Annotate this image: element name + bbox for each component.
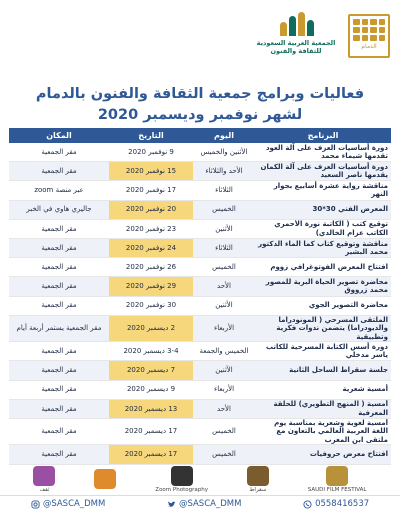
table-row (9, 399, 391, 418)
table-row (9, 219, 391, 238)
society-name-line1: الجمعية العربية السعودية (256, 39, 336, 47)
program-cell: المعرض الفني 30*30 (255, 200, 391, 219)
table-row (9, 162, 391, 181)
program-cell: مناقشة رواية عشرة أسابيع بجوار النهر (255, 181, 391, 200)
program-cell: توقيع كتب ( الكاتبة نورة الأحمري الكاتب عزام الخالدي) (255, 219, 391, 238)
table-row (9, 445, 391, 464)
table-row (9, 315, 391, 342)
date-cell: 3-4 ديسمبر 2020 (109, 342, 193, 361)
header (0, 0, 400, 82)
sponsor-label: Zoom Photography (155, 486, 208, 493)
date-cell: 9 نوفمبر 2020 (109, 143, 193, 162)
sponsor-logo (33, 466, 55, 493)
date-cell: 29 نوفمبر 2020 (109, 277, 193, 296)
program-cell: محاضرة تصوير الحياة البرية للمصور محمد زرووق (255, 277, 391, 296)
dammam-branch-logo (348, 14, 390, 58)
date-cell: 24 نوفمبر 2020 (109, 238, 193, 257)
header-place: المكان (9, 128, 109, 143)
day-cell: الأثنين (193, 296, 255, 315)
sponsor-logo-icon (326, 466, 348, 486)
table-row (9, 296, 391, 315)
day-cell: الثلاثاء (193, 238, 255, 257)
logo-city-text: الدمام (361, 43, 377, 50)
day-cell: الخميس (193, 445, 255, 464)
instagram-icon (31, 500, 40, 509)
table-row (9, 277, 391, 296)
place-cell: مقر الجمعية (9, 238, 109, 257)
date-cell: 30 نوفمبر 2020 (109, 296, 193, 315)
place-cell: جاليري هاوي في الخبر (9, 200, 109, 219)
header-date: التاريخ (109, 128, 193, 143)
footer (0, 495, 400, 512)
place-cell: مقر الجمعية (9, 380, 109, 399)
sponsor-logos (0, 464, 400, 494)
table-row (9, 418, 391, 445)
twitter-icon (167, 500, 176, 509)
day-cell: الخميس (193, 258, 255, 277)
date-cell: 17 نوفمبر 2020 (109, 181, 193, 200)
date-cell: 15 نوفمبر 2020 (109, 162, 193, 181)
day-cell: الأحد (193, 399, 255, 418)
place-cell: مقر الجمعية (9, 219, 109, 238)
table-row (9, 143, 391, 162)
logo-pattern-icon (353, 19, 385, 41)
place-cell: مقر الجمعية (9, 143, 109, 162)
place-cell: مقر الجمعية (9, 445, 109, 464)
table-row (9, 181, 391, 200)
place-cell: مقر الجمعية (9, 162, 109, 181)
table-row (9, 238, 391, 257)
date-cell: 9 ديسمبر 2020 (109, 380, 193, 399)
place-cell: مقر الجمعية (9, 342, 109, 361)
whatsapp-icon (303, 500, 312, 509)
program-cell: جلسة سقراط الساحل الثانية (255, 361, 391, 380)
day-cell: الأحد (193, 277, 255, 296)
page-title (0, 84, 400, 126)
phone-number-text: 0558416537 (315, 499, 370, 509)
sponsor-logo (155, 466, 208, 493)
instagram-handle-text: @SASCA_DMM (42, 499, 106, 509)
program-cell: أمسية لغوية وشعرية بمناسبة يوم اللغة العربية العالمي بالتعاون مع ملتقى ابن المغرب (255, 418, 391, 445)
date-cell: 7 ديسمبر 2020 (109, 361, 193, 380)
sponsor-logo-icon (171, 466, 193, 486)
day-cell: الأربعاء (193, 315, 255, 342)
sponsor-logo-icon (247, 466, 269, 486)
program-cell: الملتقى المسرحي ( المونودراما والديودراما) يتضمن ندوات فكرية وتطبيقية (255, 315, 391, 342)
society-name (257, 39, 336, 55)
date-cell: 23 نوفمبر 2020 (109, 219, 193, 238)
date-cell: 2 ديسمبر 2020 (109, 315, 193, 342)
program-cell: أمسية شعرية (255, 380, 391, 399)
table-row (9, 380, 391, 399)
title-line1: فعاليات وبرامج جمعية الثقافة والفنون بالدمام (35, 86, 365, 102)
date-cell: 13 ديسمبر 2020 (109, 399, 193, 418)
table-row (9, 361, 391, 380)
sponsor-logo-icon (94, 469, 116, 489)
table-row (9, 342, 391, 361)
table-row (9, 258, 391, 277)
day-cell: الخميس (193, 200, 255, 219)
day-cell: الثلاثاء (193, 181, 255, 200)
place-cell: مقر الجمعية (9, 361, 109, 380)
day-cell: الأثنين والخميس (193, 143, 255, 162)
table-header-row (9, 128, 391, 143)
sponsor-logo-icon (33, 466, 55, 486)
place-cell: مقر الجمعية (9, 258, 109, 277)
sponsor-logo (94, 469, 116, 490)
day-cell: الأحد والثلاثاء (193, 162, 255, 181)
sponsor-logo (308, 466, 367, 493)
instagram-handle[interactable] (31, 499, 105, 509)
place-cell: مقر الجمعية يستمر أربعة أيام (9, 315, 109, 342)
date-cell: 26 نوفمبر 2020 (109, 258, 193, 277)
date-cell: 17 ديسمبر 2020 (109, 445, 193, 464)
program-cell: مناقشة وتوقيع كتاب كما الماء الدكتور محمد البشير (255, 238, 391, 257)
place-cell: مقر الجمعية (9, 399, 109, 418)
sponsor-label: ثقف (39, 486, 50, 493)
day-cell: الأربعاء (193, 380, 255, 399)
phone-number[interactable] (303, 499, 369, 509)
program-cell: أمسية ( المنهج التطويري) للحلقة المعرفية (255, 399, 391, 418)
program-cell: دورة أسس الكتابة المسرحية للكاتب ياسر مدخلي (255, 342, 391, 361)
day-cell: الأثنين (193, 219, 255, 238)
sponsor-label: سقراط (249, 486, 267, 493)
day-cell: الخميس (193, 418, 255, 445)
society-logo (254, 12, 338, 62)
place-cell: عبر منصة zoom (9, 181, 109, 200)
header-day: اليوم (193, 128, 255, 143)
date-cell: 20 نوفمبر 2020 (109, 200, 193, 219)
table-row (9, 200, 391, 219)
place-cell: مقر الجمعية (9, 296, 109, 315)
day-cell: الأثنين (193, 361, 255, 380)
place-cell: مقر الجمعية (9, 418, 109, 445)
society-name-line2: للثقافة والفنون (270, 47, 322, 56)
day-cell: الخميس والجمعة (193, 342, 255, 361)
society-mark-icon (276, 12, 316, 36)
header-program: البرنامج (255, 128, 391, 143)
program-cell: دورة أساسيات العزف على آلة الكمان يقدمها ناصر السعيد (255, 162, 391, 181)
twitter-handle[interactable] (167, 499, 241, 509)
events-table (9, 128, 391, 465)
title-line2: لشهر نوفمبر وديسمبر 2020 (97, 107, 303, 123)
sponsor-label: SAUDI FILM FESTIVAL (307, 486, 367, 493)
date-cell: 17 ديسمبر 2020 (109, 418, 193, 445)
place-cell: مقر الجمعية (9, 277, 109, 296)
program-cell: دورة أساسيات العزف على آلة العود تقدمها شيماء محمد (255, 143, 391, 162)
sponsor-logo (247, 466, 269, 493)
program-cell: افتتاح معرض حروفيات (255, 445, 391, 464)
program-cell: افتتاح المعرض الفوتوغرافي زووم (255, 258, 391, 277)
program-cell: محاضرة التصوير الجوي (255, 296, 391, 315)
twitter-handle-text: @SASCA_DMM (178, 499, 242, 509)
